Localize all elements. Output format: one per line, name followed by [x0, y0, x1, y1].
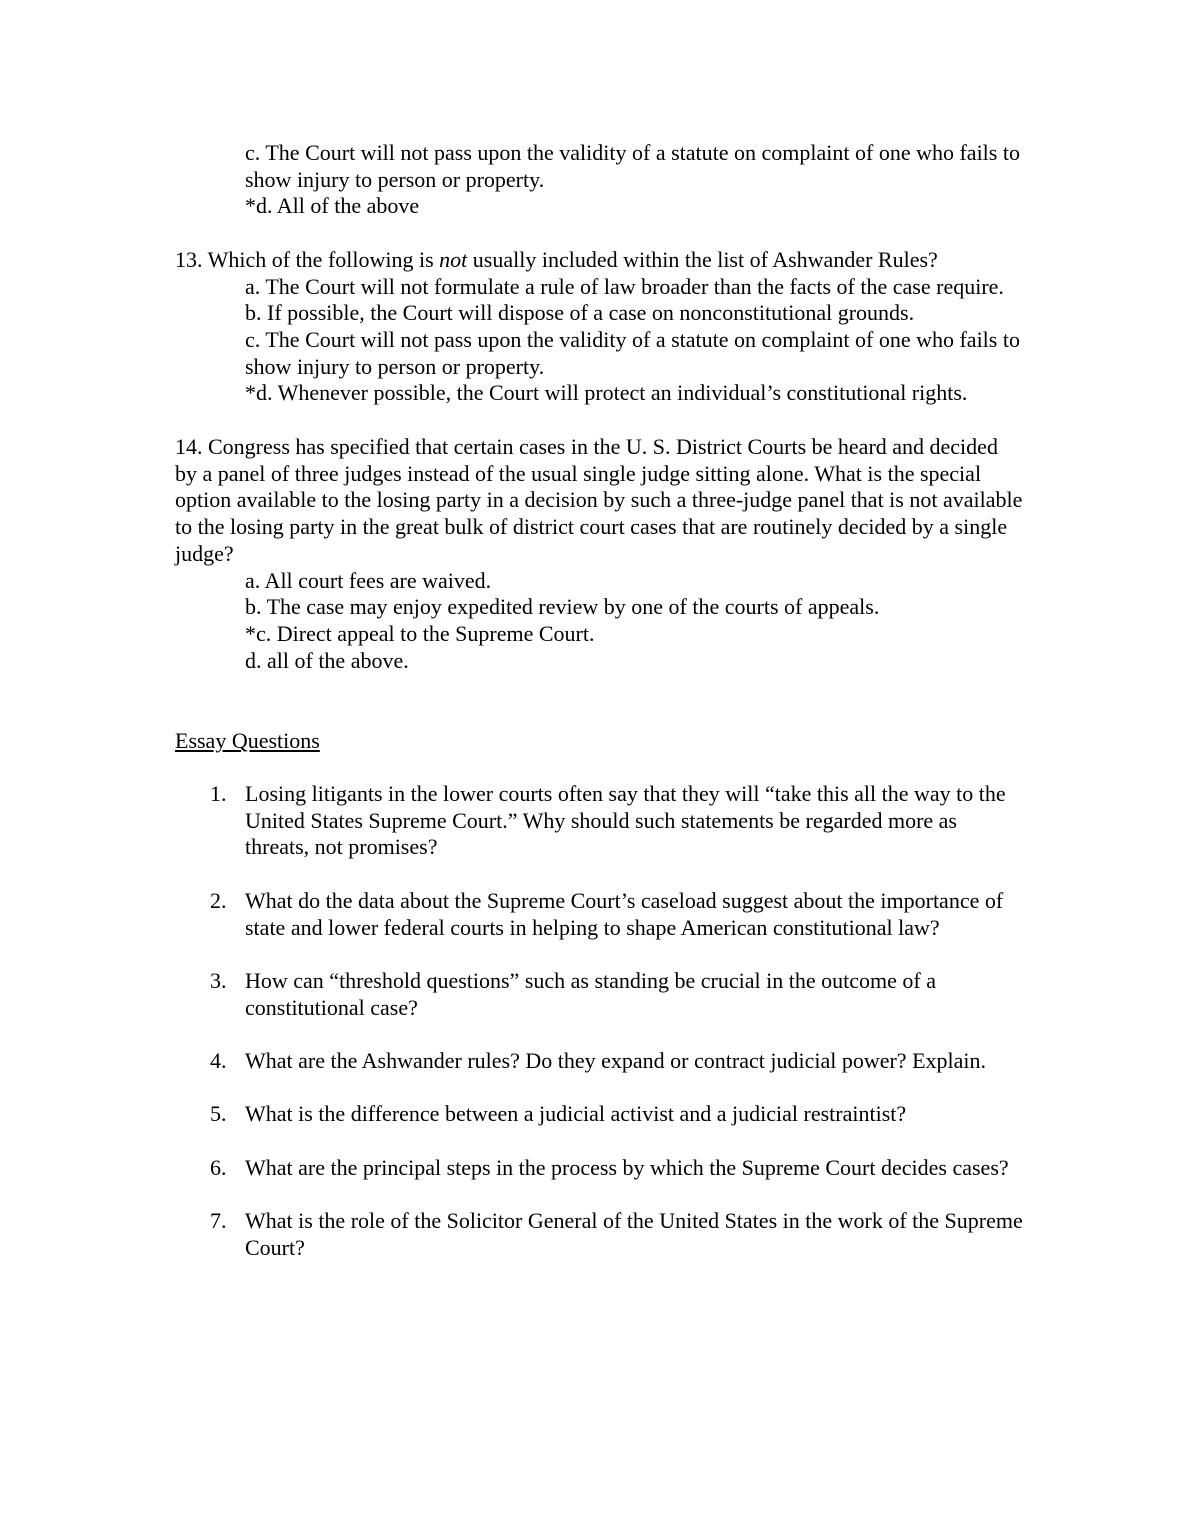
- essay-question-3: [175, 968, 1025, 1021]
- essay-question-text: Losing litigants in the lower courts often say that they will “take this all the way to the United States Supreme Court.” Why should such statements be regarded more as threats, not promises?: [245, 781, 1006, 860]
- question-13-option-d: *d. Whenever possible, the Court will protect an individual’s constitutional rights.: [245, 380, 968, 406]
- essay-question-6: [175, 1155, 1025, 1182]
- essay-question-number: 2.: [210, 887, 227, 913]
- essay-question-text: What is the difference between a judicial activist and a judicial restraintist?: [245, 1101, 907, 1127]
- essay-question-number: 1.: [210, 781, 227, 807]
- essay-question-7: [175, 1208, 1025, 1261]
- essay-question-1: [175, 781, 1025, 861]
- question-13-option-a: a. The Court will not formulate a rule of law broader than the facts of the case require.: [245, 273, 1004, 299]
- q12-carryover-options: [175, 140, 1025, 220]
- essay-question-number: 4.: [210, 1048, 227, 1074]
- essay-question-4: [175, 1048, 1025, 1075]
- question-14-option-b: b. The case may enjoy expedited review by one of the courts of appeals.: [245, 594, 880, 620]
- essay-question-text: How can “threshold questions” such as standing be crucial in the outcome of a constitutional case?: [245, 967, 936, 1020]
- question-14-option-c: *c. Direct appeal to the Supreme Court.: [245, 620, 595, 646]
- question-14-option-a: a. All court fees are waived.: [245, 567, 492, 593]
- question-14: [175, 434, 1025, 674]
- question-13-stem: 13. Which of the following is not usually included within the list of Ashwander Rules?: [175, 246, 938, 272]
- question-13-option-b: b. If possible, the Court will dispose of a case on nonconstitutional grounds.: [245, 300, 915, 326]
- essay-question-2: [175, 888, 1025, 941]
- essay-question-number: 3.: [210, 967, 227, 993]
- question-13: [175, 247, 1025, 407]
- emphasis-not: not: [439, 246, 468, 272]
- essay-question-number: 7.: [210, 1208, 227, 1234]
- q12-option-c: c. The Court will not pass upon the validity of a statute on complaint of one who fails to show injury to person or property.: [245, 140, 1020, 192]
- essay-question-5: [175, 1101, 1025, 1128]
- question-14-stem: 14. Congress has specified that certain cases in the U. S. District Courts be heard and decided by a panel of three judges instead of the usual single judge sitting alone. What is the special option available to the losing party in a decision by such a three-judge panel that is not available to the losing party in the great bulk of district court cases that are routinely decided by a single judge?: [175, 434, 1023, 566]
- essay-question-text: What is the role of the Solicitor General of the United States in the work of the Supreme Court?: [245, 1208, 1023, 1260]
- document-page: [175, 140, 1025, 1288]
- essay-questions-list: [175, 781, 1025, 1262]
- essay-question-number: 5.: [210, 1101, 227, 1127]
- question-13-option-c: c. The Court will not pass upon the validity of a statute on complaint of one who fails to show injury to person or property.: [245, 326, 1020, 379]
- essay-question-text: What do the data about the Supreme Court’s caseload suggest about the importance of state and lower federal courts in helping to shape American constitutional law?: [245, 887, 1004, 940]
- question-14-option-d: d. all of the above.: [245, 647, 409, 673]
- essay-question-text: What are the Ashwander rules? Do they expand or contract judicial power? Explain.: [245, 1048, 986, 1074]
- q12-option-d: *d. All of the above: [245, 193, 420, 219]
- essay-question-text: What are the principal steps in the process by which the Supreme Court decides cases?: [245, 1154, 1009, 1180]
- essay-question-number: 6.: [210, 1154, 227, 1180]
- essay-questions-heading: Essay Questions: [175, 728, 320, 754]
